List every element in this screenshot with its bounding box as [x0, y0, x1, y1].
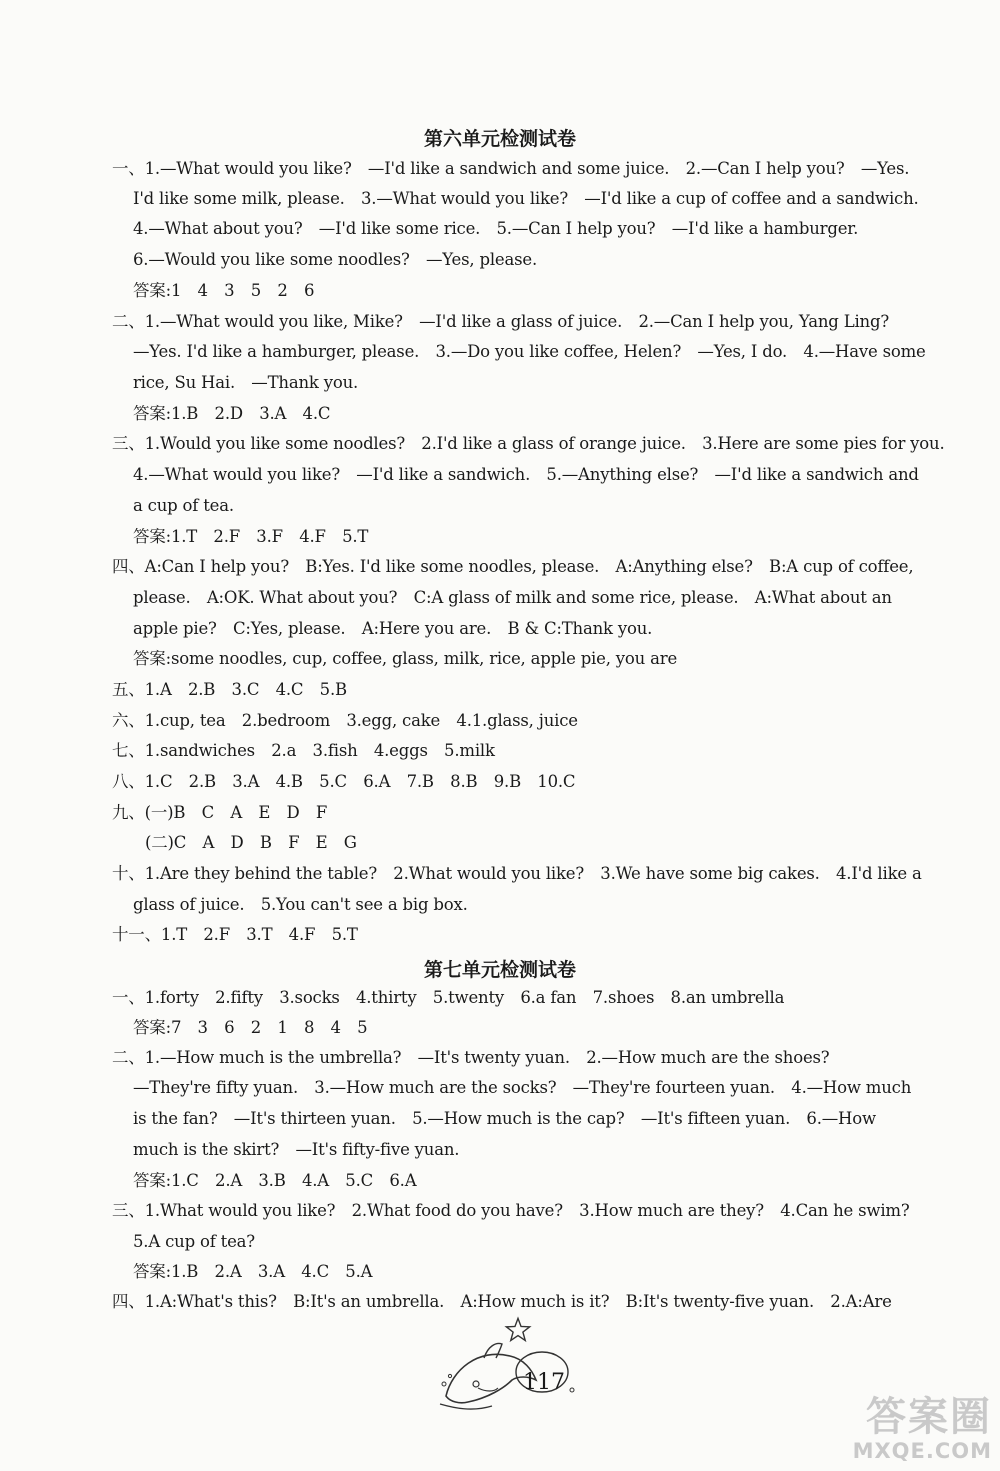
- u6-line-15: please. A:OK. What about you? C:A glass of milk and some rice, please. A:What about an: [133, 588, 892, 607]
- u6-answer-3: 答案:1.T 2.F 3.F 4.F 5.T: [133, 527, 369, 546]
- watermark: [853, 1395, 992, 1463]
- u6-line-10: 三、1.Would you like some noodles? 2.I'd like a glass of orange juice. 3.Here are some pies for you.: [112, 434, 945, 453]
- u7-line-1: 一、1.forty 2.fifty 3.socks 4.thirty 5.twenty 6.a fan 7.shoes 8.an umbrella: [112, 988, 785, 1007]
- u6-section-5: 五、1.A 2.B 3.C 4.C 5.B: [112, 680, 347, 699]
- u6-line-16: apple pie? C:Yes, please. A:Here you are. B & C:Thank you.: [133, 619, 653, 638]
- u6-section-7: 七、1.sandwiches 2.a 3.fish 4.eggs 5.milk: [112, 741, 495, 760]
- u6-line-4: 6.—Would you like some noodles? —Yes, please.: [133, 250, 537, 269]
- u6-line-1: 一、1.—What would you like? —I'd like a sandwich and some juice. 2.—Can I help you? —Yes.: [112, 159, 910, 178]
- u6-section-6: 六、1.cup, tea 2.bedroom 3.egg, cake 4.1.glass, juice: [112, 711, 578, 730]
- u7-line-6: much is the skirt? —It's fifty-five yuan.: [133, 1140, 460, 1159]
- u7-answer-2: 答案:1.C 2.A 3.B 4.A 5.C 6.A: [133, 1171, 417, 1190]
- u6-section-9b: (二)C A D B F E G: [145, 833, 357, 852]
- star-icon: [504, 1316, 532, 1344]
- u6-line-7: —Yes. I'd like a hamburger, please. 3.—Do you like coffee, Helen? —Yes, I do. 4.—Have some: [133, 342, 926, 361]
- u6-line-11: 4.—What would you like? —I'd like a sandwich. 5.—Anything else? —I'd like a sandwich and: [133, 465, 919, 484]
- u6-answer-2: 答案:1.B 2.D 3.A 4.C: [133, 404, 331, 423]
- page-number: 117: [523, 1370, 565, 1395]
- u7-line-8: 三、1.What would you like? 2.What food do you have? 3.How much are they? 4.Can he swim?: [112, 1201, 910, 1220]
- u6-line-3: 4.—What about you? —I'd like some rice. 5.—Can I help you? —I'd like a hamburger.: [133, 219, 859, 238]
- u6-line-2: I'd like some milk, please. 3.—What would you like? —I'd like a cup of coffee and a sandwich.: [133, 189, 919, 208]
- watermark-url: MXQE.COM: [852, 1439, 992, 1463]
- u6-section-11: 十一、1.T 2.F 3.T 4.F 5.T: [112, 925, 358, 944]
- u6-line-6: 二、1.—What would you like, Mike? —I'd like a glass of juice. 2.—Can I help you, Yang Ling?: [112, 312, 889, 331]
- u7-line-4: —They're fifty yuan. 3.—How much are the socks? —They're fourteen yuan. 4.—How much: [133, 1078, 912, 1097]
- u6-answer-1: 答案:1 4 3 5 2 6: [133, 281, 315, 300]
- u6-section-10a: 十、1.Are they behind the table? 2.What would you like? 3.We have some big cakes. 4.I'd like a: [112, 864, 922, 883]
- u7-line-5: is the fan? —It's thirteen yuan. 5.—How much is the cap? —It's fifteen yuan. 6.—How: [133, 1109, 876, 1128]
- u6-answer-4: 答案:some noodles, cup, coffee, glass, milk, rice, apple pie, you are: [133, 649, 678, 668]
- u6-line-12: a cup of tea.: [133, 496, 234, 515]
- u6-section-9a: 九、(一)B C A E D F: [112, 803, 328, 822]
- u7-answer-3: 答案:1.B 2.A 3.A 4.C 5.A: [133, 1262, 373, 1281]
- u7-line-3: 二、1.—How much is the umbrella? —It's twenty yuan. 2.—How much are the shoes?: [112, 1048, 830, 1067]
- u7-line-9: 5.A cup of tea?: [133, 1232, 255, 1251]
- u7-answer-1: 答案:7 3 6 2 1 8 4 5: [133, 1018, 368, 1037]
- unit6-title: 第六单元检测试卷: [423, 128, 576, 150]
- unit7-title: 第七单元检测试卷: [423, 959, 576, 981]
- u6-line-14: 四、A:Can I help you? B:Yes. I'd like some noodles, please. A:Anything else? B:A cup of coffee,: [112, 557, 914, 576]
- watermark-main: 答案圈: [866, 1394, 992, 1440]
- u6-line-8: rice, Su Hai. —Thank you.: [133, 373, 359, 392]
- u7-line-11: 四、1.A:What's this? B:It's an umbrella. A:How much is it? B:It's twenty-five yuan. 2.A:Are: [112, 1292, 892, 1311]
- u6-section-8: 八、1.C 2.B 3.A 4.B 5.C 6.A 7.B 8.B 9.B 10.C: [112, 772, 576, 791]
- u6-section-10b: glass of juice. 5.You can't see a big box.: [133, 895, 468, 914]
